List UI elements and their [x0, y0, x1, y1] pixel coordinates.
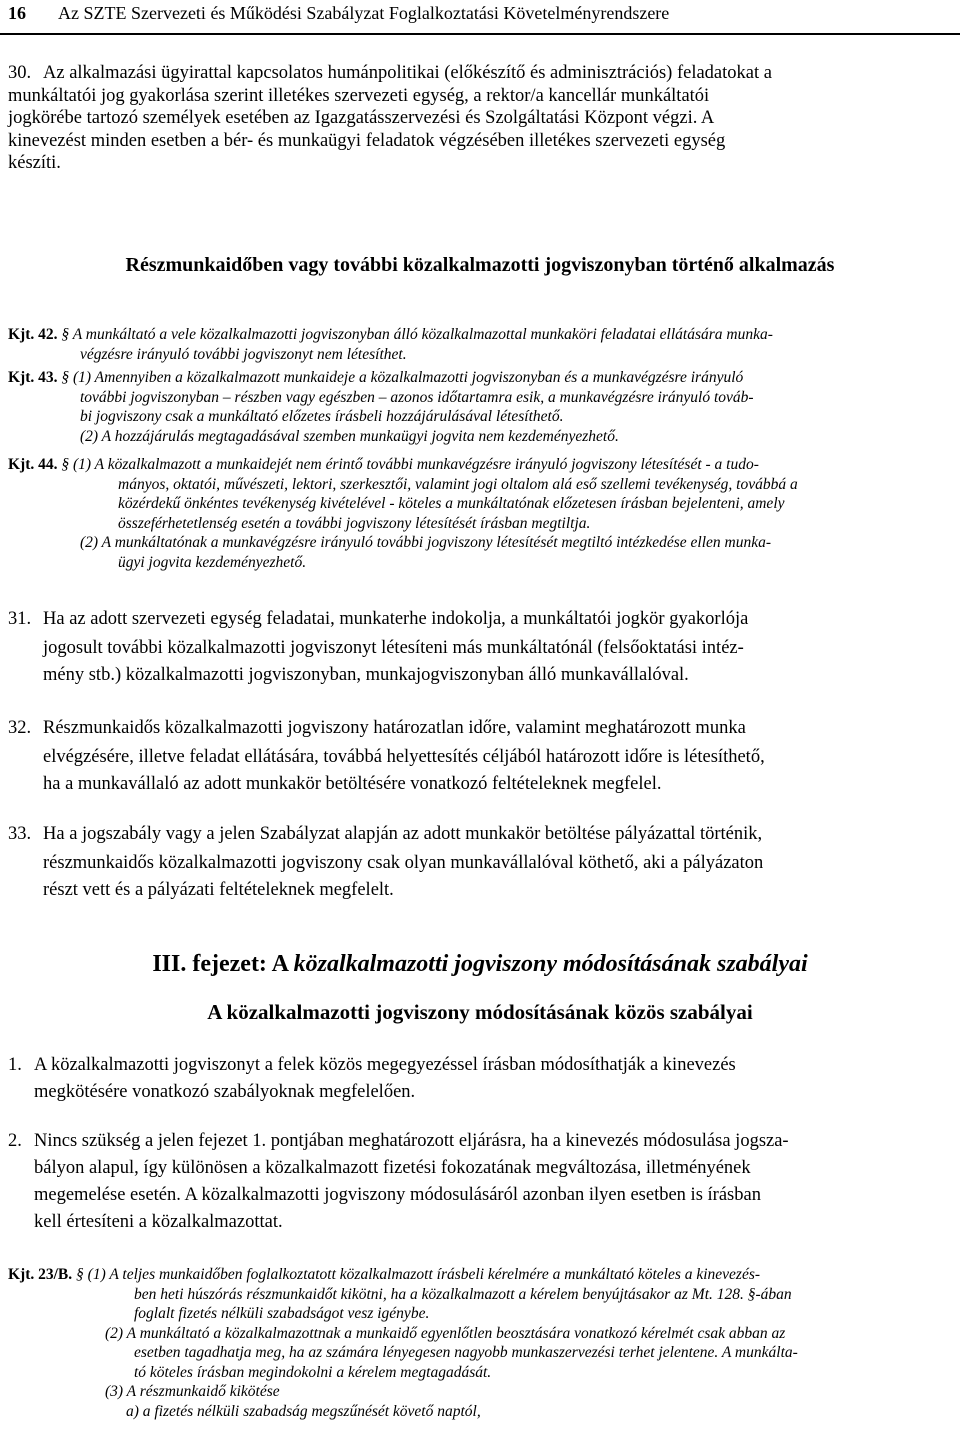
kjt-44 — [8, 455, 952, 572]
paragraph-32-body — [43, 744, 952, 798]
paragraph-line: megkötésére vonatkozó szabályoknak megfelelően. — [34, 1082, 416, 1102]
running-title: Az SZTE Szervezeti és Működési Szabályzat Foglalkoztatási Követelményrendszere — [58, 3, 670, 23]
kjt-line: ügyi jogvita kezdeményezhető. — [118, 553, 307, 571]
kjt-line: végzésre irányuló további jogviszonyt nem létesíthet. — [80, 345, 407, 363]
paragraph-label: 32. — [8, 718, 32, 738]
paragraph-line: készíti. — [8, 153, 61, 173]
paragraph-line: Nincs szükség a jelen fejezet 1. pontjában meghatározott eljárásra, ha a kinevezés módosulása jogsza- — [34, 1131, 789, 1151]
paragraph-line: A közalkalmazotti jogviszonyt a felek közös megegyezéssel írásban módosíthatják a kinevezés — [34, 1055, 736, 1075]
paragraph-line: kell értesíteni a közalkalmazottat. — [34, 1212, 283, 1232]
kjt-line: § A munkáltató a vele közalkalmazotti jogviszonyban álló közalkalmazottal munkaköri feladatai ellátására munka- — [61, 326, 773, 343]
kjt-42 — [8, 325, 952, 364]
kjt-line: közérdekű önkéntes tevékenység kivételével - köteles a munkáltatónak előzetesen írásban bejelenteni, amely — [118, 495, 785, 512]
chapter-item-1-body — [34, 1079, 943, 1106]
paragraph-label: 31. — [8, 609, 32, 629]
kjt-reference: Kjt. 42. — [8, 326, 58, 343]
kjt-43 — [8, 368, 952, 446]
kjt-line: § (1) A közalkalmazott a munkaidejét nem érintő további munkavégzésre irányuló jogviszony létesítését - a tudo- — [61, 456, 759, 473]
chapter-title — [0, 949, 960, 979]
subchapter-title: A közalkalmazotti jogviszony módosításának közös szabályai — [207, 1000, 753, 1024]
paragraph-line: ha a munkavállaló az adott munkakör betöltésére vonatkozó feltételeknek megfelel. — [43, 774, 662, 794]
kjt-23b — [8, 1265, 952, 1421]
kjt-line: (2) A hozzájárulás megtagadásával szemben munkaügyi jogvita nem kezdeményezhető. — [80, 427, 619, 445]
paragraph-line: kinevezést minden esetben a bér- és munkaügyi feladatok végzésében illetékes szervezeti egység — [8, 130, 726, 151]
paragraph-label: 33. — [8, 824, 32, 844]
paragraph-line: megemelése esetén. A közalkalmazotti jogviszony módosulásáról azonban ilyen esetben is írásban — [34, 1185, 761, 1205]
chapter-item-2-body — [34, 1155, 943, 1236]
kjt-reference: Kjt. 23/B. — [8, 1266, 73, 1283]
kjt-line: foglalt fizetés nélküli szabadságot vesz igénybe. — [134, 1305, 430, 1322]
kjt-line: további jogviszonyban – részben vagy egészben – azonos időtartamra esik, a munkavégzésre irányuló továb- — [80, 388, 754, 406]
paragraph-line: elvégzésére, illetve feladat ellátására, továbbá helyettesítés céljából határozott időre is létesíthető, — [43, 747, 765, 767]
paragraph-line: részt vett és a pályázati feltételeknek megfelelt. — [43, 880, 394, 900]
kjt-line: (2) A munkáltatónak a munkavégzésre irányuló további jogviszony létesítését megtiltó intézkedése ellen munka- — [80, 534, 772, 551]
page-header — [8, 0, 952, 26]
paragraph-line: jogkörébe tartozó személyek esetében az Igazgatásszervezési és Szolgáltatási Központ végzi. A — [8, 108, 715, 128]
paragraph-line: Ha az adott szervezeti egység feladatai, munkaterhe indokolja, a munkáltatói jogkör gyakorlója — [43, 609, 749, 629]
kjt-line: § (1) Amennyiben a közalkalmazott munkaideje a közalkalmazotti jogviszonyban és a munkavégzésre irányuló — [61, 369, 744, 386]
paragraph-line: Az alkalmazási ügyirattal kapcsolatos humánpolitikai (előkészítő és adminisztrációs) feladatokat a — [43, 63, 772, 83]
paragraph-30 — [8, 62, 952, 85]
paragraph-31-body — [43, 635, 952, 689]
chapter-prefix: III. fejezet: A — [152, 951, 294, 977]
kjt-line: (2) A munkáltató a közalkalmazottnak a munkaidő egyenlőtlen beosztására vonatkozó kérelmét csak abban az — [105, 1324, 786, 1342]
kjt-reference: Kjt. 44. — [8, 456, 58, 473]
paragraph-30-body — [8, 85, 952, 175]
paragraph-line: munkáltatói jog gyakorlása szerint illetékes szervezeti egység, a rektor/a kancellár munkáltatói — [8, 85, 710, 106]
kjt-line: tó köteles írásban megindokolni a kérelem megtagadását. — [134, 1363, 492, 1381]
chapter-item-2 — [8, 1128, 952, 1155]
paragraph-line: mény stb.) közalkalmazotti jogviszonyban, munkajogviszonyban álló munkavállalóval. — [43, 665, 689, 685]
paragraph-line: bályon alapul, így különösen a közalkalmazott fizetési fokozatának megváltozása, illetményének — [34, 1158, 751, 1178]
kjt-line: (3) A részmunkaidő kikötése — [105, 1383, 280, 1400]
paragraph-line: részmunkaidős közalkalmazotti jogviszony csak olyan munkavállalóval köthető, aki a pályázaton — [43, 853, 764, 873]
kjt-line: ben heti húszórás részmunkaidőt kikötni, ha a közalkalmazott a kérelem benyújtásakor az Mt. 128. §-ában — [134, 1285, 792, 1303]
header-rule — [0, 33, 960, 35]
paragraph-31 — [8, 608, 952, 631]
chapter-item-1 — [8, 1052, 952, 1079]
kjt-line: esetben tagadhatja meg, ha az számára lényegesen nagyobb munkaszervezési terhet jelentene. A munkálta- — [134, 1344, 798, 1361]
kjt-line: § (1) A teljes munkaidőben foglalkoztatott közalkalmazott írásbeli kérelmére a munkáltató köteles a kinevezés- — [76, 1266, 761, 1283]
item-label: 1. — [8, 1055, 22, 1075]
paragraph-line: Ha a jogszabály vagy a jelen Szabályzat alapján az adott munkakör betöltése pályázattal történik, — [43, 824, 763, 844]
kjt-line: mányos, oktatói, művészeti, lektori, szerkesztői, valamint jogi oltalom alá eső szellemi tevékenység, továbbá a — [118, 475, 798, 493]
paragraph-32 — [8, 717, 952, 740]
paragraph-line: Részmunkaidős közalkalmazotti jogviszony határozatlan időre, valamint meghatározott munka — [43, 718, 746, 738]
kjt-line: bi jogviszony csak a munkáltató előzetes írásbeli hozzájárulásával létesíthető. — [80, 408, 564, 425]
kjt-reference: Kjt. 43. — [8, 369, 58, 386]
kjt-line: összeférhetetlenség esetén a további jogviszony létesítését írásban megtiltja. — [118, 514, 591, 532]
paragraph-line: jogosult további közalkalmazotti jogviszonyt létesíteni más munkáltatónál (felsőoktatási intéz- — [43, 638, 744, 658]
section-title: Részmunkaidőben vagy további közalkalmazotti jogviszonyban történő alkalmazás — [125, 254, 835, 276]
paragraph-label: 30. — [8, 63, 32, 83]
item-label: 2. — [8, 1131, 22, 1151]
paragraph-33 — [8, 823, 952, 846]
page-number: 16 — [8, 3, 26, 23]
kjt-line: a) a fizetés nélküli szabadság megszűnését követő naptól, — [126, 1402, 481, 1420]
chapter-italic: közalkalmazotti jogviszony módosításának szabályai — [293, 951, 808, 977]
paragraph-33-body — [43, 850, 952, 904]
